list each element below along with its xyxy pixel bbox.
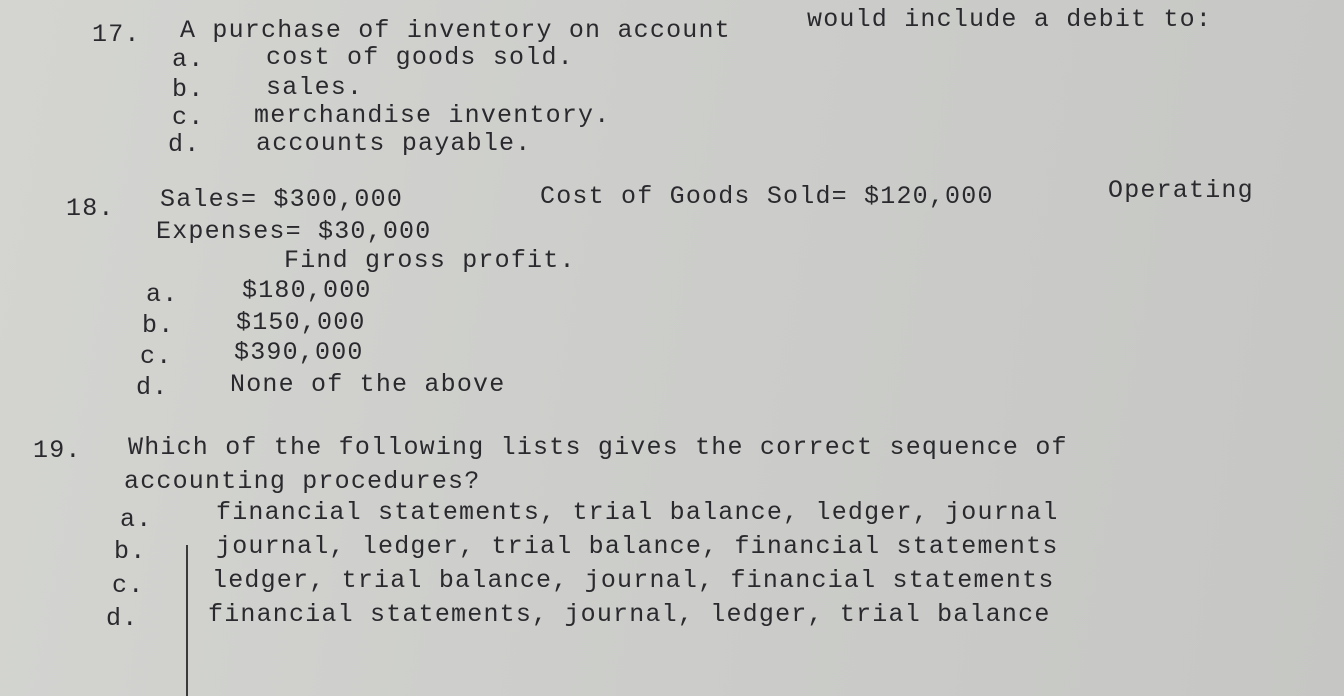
question-18-option-a-text: $180,000 xyxy=(242,276,372,305)
question-18-option-a-letter: a. xyxy=(146,280,179,309)
question-18-number: 18. xyxy=(66,194,115,223)
question-18-option-d-letter: d. xyxy=(136,373,169,402)
question-17-option-c-letter: c. xyxy=(172,103,205,132)
question-18-option-d-text: None of the above xyxy=(230,370,506,399)
question-19-option-d-letter: d. xyxy=(106,604,139,633)
question-17-option-b-letter: b. xyxy=(172,75,205,104)
question-18-sales: Sales= $300,000 xyxy=(160,185,404,214)
question-17-number: 17. xyxy=(92,20,141,49)
question-19-option-c-text: ledger, trial balance, journal, financial statements xyxy=(212,566,1055,595)
pencil-margin-line xyxy=(186,545,188,696)
question-19-option-a-letter: a. xyxy=(120,505,153,534)
question-18-option-c-text: $390,000 xyxy=(234,338,364,367)
question-18-opex-label: Operating xyxy=(1108,176,1254,205)
question-18-prompt: Find gross profit. xyxy=(284,246,576,275)
question-17-option-a-text: cost of goods sold. xyxy=(266,43,574,72)
question-17-option-d-text: accounts payable. xyxy=(256,129,532,158)
question-18-option-c-letter: c. xyxy=(140,342,173,371)
question-19-option-d-text: financial statements, journal, ledger, trial balance xyxy=(208,600,1051,629)
question-18-option-b-letter: b. xyxy=(142,311,175,340)
question-18-cogs: Cost of Goods Sold= $120,000 xyxy=(540,182,994,211)
question-19-stem: Which of the following lists gives the correct sequence of xyxy=(128,433,1068,462)
question-19-number: 19. xyxy=(33,436,82,465)
question-17-stem-cont: would include a debit to: xyxy=(807,5,1213,34)
question-18-opex-value: Expenses= $30,000 xyxy=(156,217,432,246)
question-19-option-c-letter: c. xyxy=(112,571,145,600)
question-17-option-c-text: merchandise inventory. xyxy=(254,101,611,130)
question-19-stem-cont: accounting procedures? xyxy=(124,467,481,496)
question-19-option-a-text: financial statements, trial balance, ledger, journal xyxy=(216,498,1059,527)
question-17-option-d-letter: d. xyxy=(168,130,201,159)
question-17-option-a-letter: a. xyxy=(172,45,205,74)
question-19-option-b-text: journal, ledger, trial balance, financial statements xyxy=(216,532,1059,561)
question-18-option-b-text: $150,000 xyxy=(236,308,366,337)
question-19-option-b-letter: b. xyxy=(114,537,147,566)
question-17-option-b-text: sales. xyxy=(266,73,364,102)
question-17-stem: A purchase of inventory on account xyxy=(180,16,731,45)
